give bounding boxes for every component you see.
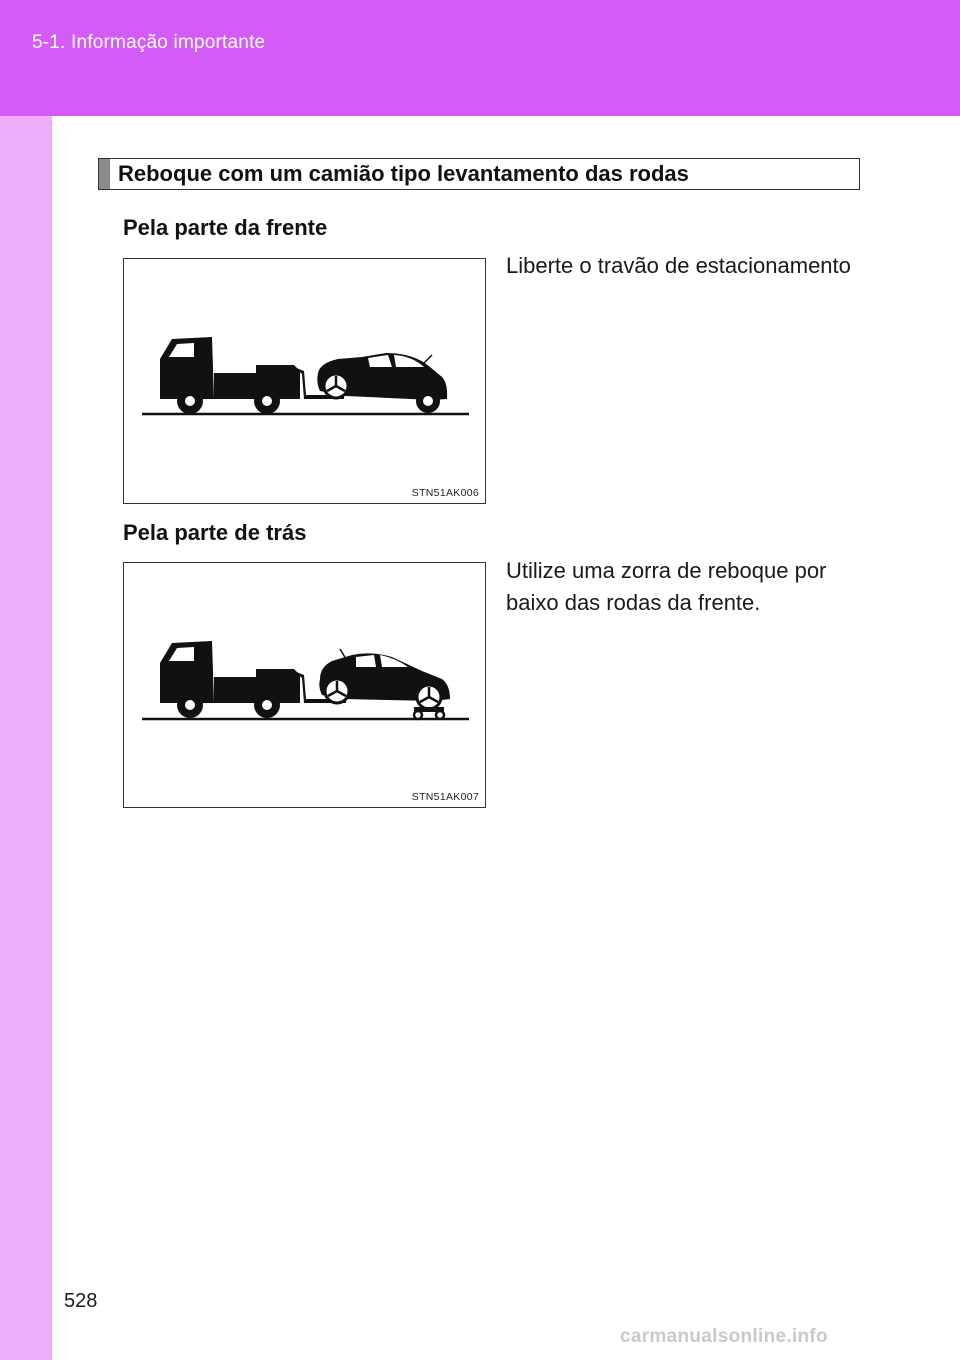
instruction-rear: Utilize uma zorra de reboque por baixo das rodas da frente. (506, 558, 827, 615)
section-title: Reboque com um camião tipo levantamento das rodas (118, 161, 689, 186)
figure-front-tow (123, 258, 486, 504)
page-number: 528 (64, 1290, 98, 1312)
chapter-header (0, 0, 960, 116)
figure-code-front: STN51AK006 (411, 487, 479, 499)
chapter-title: 5-1. Informação importante (32, 32, 266, 53)
section-heading (98, 158, 860, 190)
figure-rear-tow (123, 562, 486, 808)
watermark: carmanualsonline.info (620, 1326, 828, 1347)
subheading-rear: Pela parte de trás (123, 520, 307, 545)
side-strip (0, 116, 52, 1360)
figure-code-rear: STN51AK007 (411, 791, 479, 803)
tow-truck-front-illustration (124, 259, 487, 505)
instruction-front: Liberte o travão de estacionamento (506, 253, 851, 278)
subheading-front: Pela parte da frente (123, 215, 328, 240)
heading-bar (99, 159, 110, 189)
tow-truck-rear-illustration (124, 563, 487, 809)
